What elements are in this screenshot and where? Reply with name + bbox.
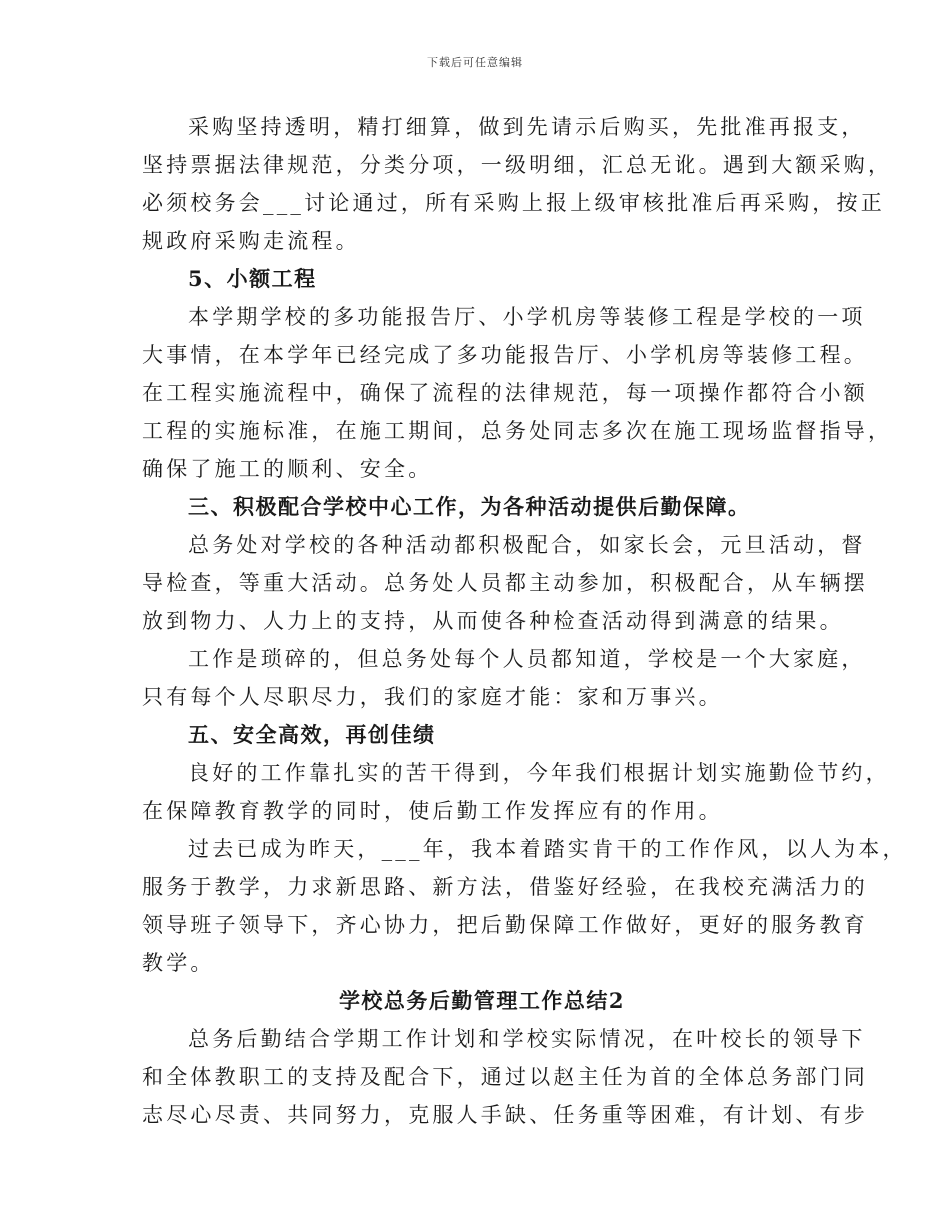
page-header-note: 下载后可任意编辑 (427, 56, 523, 69)
paragraph-line: 在工程实施流程中，确保了流程的法律规范，每一项操作都符合小额 (142, 381, 868, 405)
paragraph-line: 导检查，等重大活动。总务处人员都主动参加，积极配合，从车辆摆 (142, 571, 868, 595)
paragraph-first-line: 过去已成为昨天，___年，我本着踏实肯干的工作作风，以人为本， (188, 837, 907, 861)
paragraph-line: 大事情，在本学年已经完成了多功能报告厅、小学机房等装修工程。 (142, 343, 868, 367)
paragraph-line: 必须校务会___讨论通过，所有采购上报上级审核批准后再采购，按正 (142, 191, 885, 215)
paragraph-last-line: 确保了施工的顺利、安全。 (142, 457, 433, 481)
document-title: 学校总务后勤管理工作总结2 (338, 988, 626, 1013)
document-body (142, 108, 907, 1134)
paragraph-line: 领导班子领导下，齐心协力，把后勤保障工作做好，更好的服务教育 (142, 913, 868, 937)
paragraph-line: 和全体教职工的支持及配合下，通过以赵主任为首的全体总务部门同 (142, 1065, 868, 1089)
paragraph-first-line: 采购坚持透明，精打细算，做到先请示后购买，先批准再报支， (188, 115, 866, 139)
paragraph-last-line: 规政府采购走流程。 (142, 229, 360, 253)
paragraph-line: 工程的实施标准，在施工期间，总务处同志多次在施工现场监督指导， (142, 419, 893, 443)
paragraph-first-line: 本学期学校的多功能报告厅、小学机房等装修工程是学校的一项 (188, 305, 866, 329)
paragraph-line: 坚持票据法律规范，分类分项，一级明细，汇总无讹。遇到大额采购， (142, 153, 893, 177)
paragraph-line: 服务于教学，力求新思路、新方法，借鉴好经验，在我校充满活力的 (142, 875, 868, 899)
paragraph-last-line: 只有每个人尽职尽力，我们的家庭才能：家和万事兴。 (142, 685, 723, 709)
section-heading: 五、安全高效，再创佳绩 (188, 722, 436, 747)
paragraph-line: 志尽心尽责、共同努力，克服人手缺、任务重等困难，有计划、有步 (142, 1103, 868, 1127)
section-heading: 5、小额工程 (188, 266, 317, 291)
paragraph-first-line: 良好的工作靠扎实的苦干得到，今年我们根据计划实施勤俭节约， (188, 761, 890, 785)
section-heading: 三、积极配合学校中心工作，为各种活动提供后勤保障。 (188, 494, 751, 519)
paragraph-last-line: 教学。 (142, 951, 215, 975)
paragraph-first-line: 总务后勤结合学期工作计划和学校实际情况，在叶校长的领导下 (188, 1027, 866, 1051)
paragraph-last-line: 放到物力、人力上的支持，从而使各种检查活动得到满意的结果。 (142, 609, 844, 633)
paragraph-first-line: 工作是琐碎的，但总务处每个人员都知道，学校是一个大家庭， (188, 647, 866, 671)
paragraph-last-line: 在保障教育教学的同时，使后勤工作发挥应有的作用。 (142, 799, 723, 823)
paragraph-first-line: 总务处对学校的各种活动都积极配合，如家长会，元旦活动，督 (188, 533, 866, 557)
